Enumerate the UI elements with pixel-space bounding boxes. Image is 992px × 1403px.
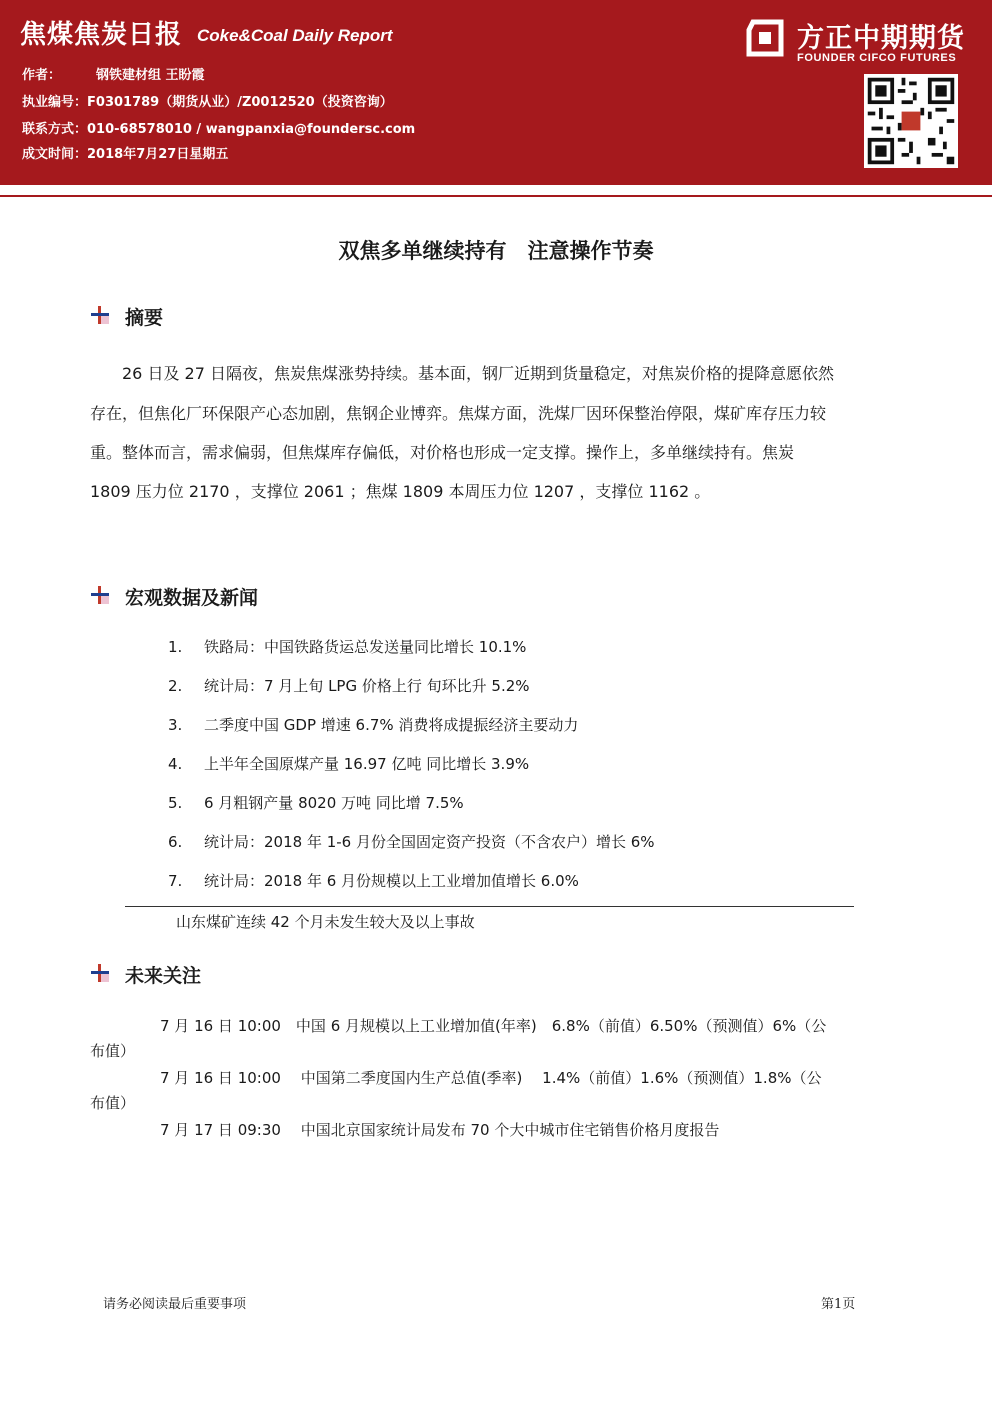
header-divider: [0, 185, 992, 197]
news-text: 上半年全国原煤产量 16.97 亿吨 同比增长 3.9%: [204, 755, 530, 773]
news-number: 4.: [168, 755, 183, 773]
logo-text-en: FOUNDER CIFCO FUTURES: [797, 52, 957, 64]
section-bullet-icon: [90, 963, 110, 983]
qr-code-icon: [864, 74, 958, 168]
summary-heading-text: 摘要: [125, 307, 164, 329]
date-label: 成文时间：: [22, 147, 88, 162]
news-text: 铁路局：中国铁路货运总发送量同比增长 10.1%: [204, 638, 527, 656]
report-title-cn: 焦煤焦炭日报: [20, 20, 183, 50]
page-number: 第1页: [821, 1297, 856, 1312]
future-event-line: 布值）: [90, 1094, 136, 1112]
contact-label: 联系方式：: [22, 122, 88, 137]
future-event-line: 7 月 17 日 09:30 中国北京国家统计局发布 70 个大中城市住宅销售价格月度报告: [160, 1121, 720, 1139]
date-line: [22, 143, 228, 162]
news-text: 统计局：2018 年 1-6 月份全国固定资产投资（不含农户）增长 6%: [204, 833, 655, 851]
news-number: 6.: [168, 833, 183, 851]
contact-value: 010-68578010 / wangpanxia@foundersc.com: [87, 122, 416, 137]
summary-line: 重。整体而言，需求偏弱，但焦煤库存偏低，对价格也形成一定支撑。操作上，多单继续持有。焦炭: [90, 443, 795, 462]
summary-line: 1809 压力位 2170 ，支撑位 2061 ；焦煤 1809 本周压力位 1207 ，支撑位 1162 。: [90, 482, 711, 501]
section-bullet-icon: [90, 305, 110, 325]
license-value: F0301789（期货从业）/Z0012520（投资咨询）: [87, 95, 393, 110]
news-text: 6 月粗钢产量 8020 万吨 同比增 7.5%: [204, 794, 464, 812]
news-item: [168, 871, 579, 891]
author-line: [22, 64, 205, 83]
news-number: 3.: [168, 716, 183, 734]
logo-text-cn: 方正中期期货: [797, 23, 965, 54]
future-heading-text: 未来关注: [125, 965, 202, 987]
license-label: 执业编号：: [22, 95, 88, 110]
author-value: 钢铁建材组 王盼霞: [96, 68, 205, 83]
news-number: 5.: [168, 794, 183, 812]
future-event-line: 布值）: [90, 1042, 136, 1060]
news-item: [168, 676, 530, 696]
author-label: 作者：: [22, 68, 62, 83]
news-text: 统计局：2018 年 6 月份规模以上工业增加值增长 6.0%: [204, 872, 579, 890]
future-event-line: 7 月 16 日 10:00 中国 6 月规模以上工业增加值(年率) 6.8%（前值）6.50%（预测值）6%（公: [160, 1017, 827, 1035]
report-title-en: Coke&Coal Daily Report: [197, 26, 393, 45]
news-item: [168, 832, 655, 852]
future-event-line: 7 月 16 日 10:00 中国第二季度国内生产总值(季率) 1.4%（前值）1.6%（预测值）1.8%（公: [160, 1069, 822, 1087]
footer-disclaimer: 请务必阅读最后重要事项: [103, 1297, 247, 1312]
summary-line: 存在，但焦化厂环保限产心态加剧，焦钢企业博弈。焦煤方面，洗煤厂因环保整治停限，煤矿库存压力较: [90, 404, 827, 423]
news-item: [168, 754, 529, 774]
news-item: [168, 637, 526, 657]
news-item: [168, 793, 464, 813]
news-number: 7.: [168, 872, 183, 890]
macro-heading-text: 宏观数据及新闻: [125, 587, 259, 609]
license-line: [22, 91, 393, 110]
section-bullet-icon: [90, 585, 110, 605]
news-note: 山东煤矿连续 42 个月未发生较大及以上事故: [176, 913, 475, 931]
news-text: 二季度中国 GDP 增速 6.7% 消费将成提振经济主要动力: [204, 716, 579, 734]
report-header: [0, 0, 992, 185]
founder-logo-icon: [745, 18, 785, 58]
company-logo: [745, 16, 975, 66]
document-title: 双焦多单继续持有 注意操作节奏: [338, 239, 654, 263]
news-item: [168, 715, 578, 735]
news-number: 1.: [168, 638, 183, 656]
news-number: 2.: [168, 677, 183, 695]
summary-line: 26 日及 27 日隔夜，焦炭焦煤涨势持续。基本面，钢厂近期到货量稳定，对焦炭价格的提降意愿依然: [122, 364, 834, 383]
news-divider: [125, 906, 854, 907]
date-value: 2018年7月27日星期五: [87, 147, 229, 162]
contact-line: [22, 118, 415, 137]
news-text: 统计局：7 月上旬 LPG 价格上行 旬环比升 5.2%: [204, 677, 530, 695]
